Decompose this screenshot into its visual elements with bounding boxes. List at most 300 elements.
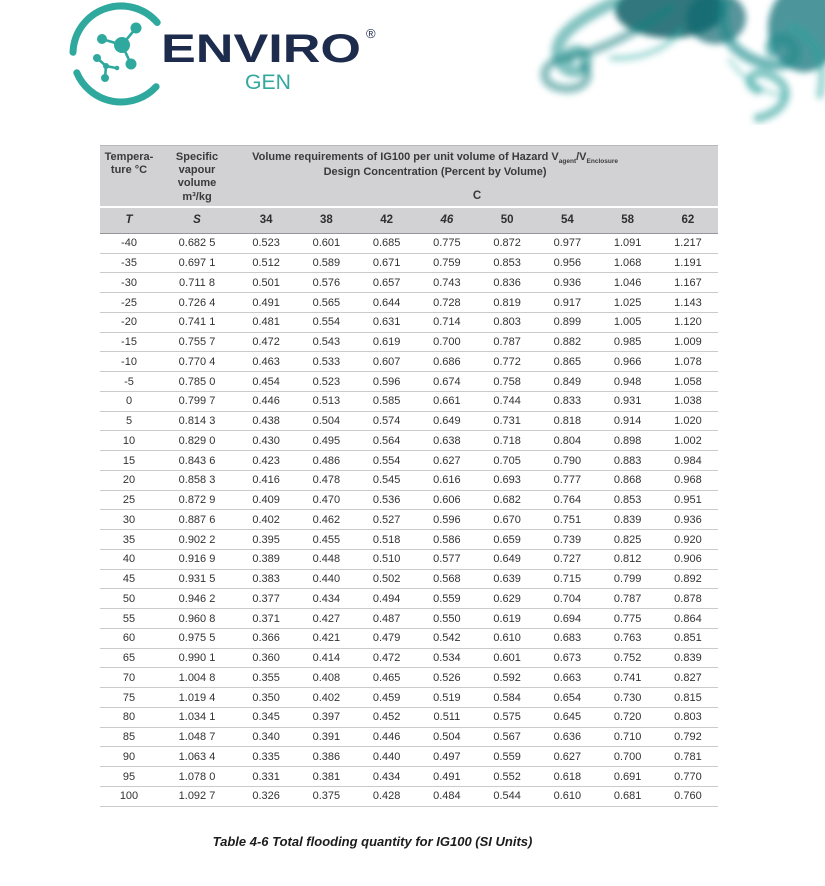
table-cell: 0.759 (417, 253, 477, 273)
table-row (100, 293, 718, 313)
table-cell: 0.377 (236, 589, 296, 609)
table-row (100, 490, 718, 510)
table-cell: 0.851 (658, 628, 718, 648)
column-key-58: 58 (598, 207, 658, 234)
table-cell: 0.720 (598, 707, 658, 727)
table-cell: 0.472 (357, 648, 417, 668)
table-cell: 0.391 (296, 727, 356, 747)
table-cell: 1.120 (658, 312, 718, 332)
table-cell: 0.775 (598, 609, 658, 629)
table-cell: 0.478 (296, 470, 356, 490)
table-cell: 0.454 (236, 372, 296, 392)
table-cell: 0.916 9 (158, 549, 236, 569)
table-cell: 0.812 (598, 549, 658, 569)
table-cell: 0.502 (357, 569, 417, 589)
table-cell: 0.533 (296, 352, 356, 372)
table-cell: 0.491 (236, 293, 296, 313)
table-cell: 0.559 (417, 589, 477, 609)
table-cell: 0.627 (537, 747, 597, 767)
table-cell: 20 (100, 470, 158, 490)
table-cell: 0.772 (477, 352, 537, 372)
table-cell: 0.693 (477, 470, 537, 490)
table-cell: 0.649 (417, 411, 477, 431)
table-cell: -15 (100, 332, 158, 352)
table-cell: 0.554 (357, 451, 417, 471)
table-cell: 0.350 (236, 688, 296, 708)
table-row (100, 312, 718, 332)
table-cell: 0.902 2 (158, 530, 236, 550)
table-cell: 0.536 (357, 490, 417, 510)
table-cell: 0.601 (477, 648, 537, 668)
table-row (100, 767, 718, 787)
s-header-line2: vapour (178, 164, 216, 177)
table-cell: 0.543 (296, 332, 356, 352)
table-cell: 0.872 (477, 233, 537, 253)
table-cell: 0.887 6 (158, 510, 236, 530)
table-cell: 75 (100, 688, 158, 708)
table-cell: 0.728 (417, 293, 477, 313)
table-cell: 0.868 (598, 470, 658, 490)
table-cell: 1.091 (598, 233, 658, 253)
table-cell: 0.552 (477, 767, 537, 787)
table-cell: 0.710 (598, 727, 658, 747)
table-cell: 0.585 (357, 391, 417, 411)
table-row (100, 569, 718, 589)
table-cell: 0.799 7 (158, 391, 236, 411)
table-row (100, 510, 718, 530)
table-cell: 0.355 (236, 668, 296, 688)
table-cell: 0.977 (537, 233, 597, 253)
table-cell: 0.865 (537, 352, 597, 372)
table-cell: 0.440 (296, 569, 356, 589)
table-cell: 0.818 (537, 411, 597, 431)
table-cell: 0.616 (417, 470, 477, 490)
table-cell: 0.829 0 (158, 431, 236, 451)
s-header-line4: m³/kg (182, 190, 212, 203)
table-cell: 0.423 (236, 451, 296, 471)
table-cell: 0.853 (477, 253, 537, 273)
table-cell: 0.523 (236, 233, 296, 253)
table-cell: 0.518 (357, 530, 417, 550)
table-cell: 0.681 (598, 786, 658, 806)
table-cell: 0.899 (537, 312, 597, 332)
table-cell: 0.462 (296, 510, 356, 530)
table-cell: 0.511 (417, 707, 477, 727)
table-cell: 0.427 (296, 609, 356, 629)
table-cell: 0.682 (477, 490, 537, 510)
column-key-42: 42 (357, 207, 417, 234)
table-cell: 0.438 (236, 411, 296, 431)
table-cell: 0.408 (296, 668, 356, 688)
table-cell: 0.683 (537, 628, 597, 648)
column-key-50: 50 (477, 207, 537, 234)
concentration-label: C (472, 190, 482, 203)
table-cell: 0.596 (357, 372, 417, 392)
molecule-circle-icon (73, 6, 157, 102)
table-cell: 0.990 1 (158, 648, 236, 668)
table-cell: 1.068 (598, 253, 658, 273)
table-cell: 35 (100, 530, 158, 550)
table-cell: 0.931 (598, 391, 658, 411)
table-cell: 5 (100, 411, 158, 431)
column-key-46: 46 (417, 207, 477, 234)
table-cell: 0.839 (598, 510, 658, 530)
table-cell: 0.527 (357, 510, 417, 530)
column-key-S: S (158, 207, 236, 234)
table-cell: 0.519 (417, 688, 477, 708)
table-cell: 0.545 (357, 470, 417, 490)
table-cell: 0.763 (598, 628, 658, 648)
table-cell: 0.645 (537, 707, 597, 727)
table-cell: 0.799 (598, 569, 658, 589)
main-header-line1: Volume requirements of IG100 per unit volume of Hazard $V_{agent}/V_{Enclosure}$ (252, 151, 618, 166)
table-cell: 0.340 (236, 727, 296, 747)
table-row (100, 549, 718, 569)
table-row (100, 332, 718, 352)
table-cell: 0.452 (357, 707, 417, 727)
table-cell: 1.025 (598, 293, 658, 313)
table-cell: 0.872 9 (158, 490, 236, 510)
table-cell: 0.843 6 (158, 451, 236, 471)
table-cell: 0.574 (357, 411, 417, 431)
table-cell: 0.383 (236, 569, 296, 589)
column-key-row (100, 207, 718, 234)
table-cell: 0.671 (357, 253, 417, 273)
table-cell: 0.491 (417, 767, 477, 787)
table-cell: 0.864 (658, 609, 718, 629)
table-cell: 0.550 (417, 609, 477, 629)
table-row (100, 391, 718, 411)
table-cell: 0.606 (417, 490, 477, 510)
table-cell: 0.751 (537, 510, 597, 530)
table-cell: 0.465 (357, 668, 417, 688)
table-cell: 0.700 (417, 332, 477, 352)
table-cell: 0.764 (537, 490, 597, 510)
table-cell: 0.397 (296, 707, 356, 727)
table-cell: 0.335 (236, 747, 296, 767)
table-cell: 0.948 (598, 372, 658, 392)
table-cell: 0.649 (477, 549, 537, 569)
table-cell: 0.610 (537, 786, 597, 806)
table-cell: 0.472 (236, 332, 296, 352)
table-cell: 0.576 (296, 273, 356, 293)
table-cell: 0.718 (477, 431, 537, 451)
table-cell: 0.730 (598, 688, 658, 708)
table-cell: 1.004 8 (158, 668, 236, 688)
table-cell: 0.389 (236, 549, 296, 569)
table-cell: 0.629 (477, 589, 537, 609)
brand-subname: GEN (245, 71, 291, 94)
table-cell: 0.481 (236, 312, 296, 332)
table-cell: 0.575 (477, 707, 537, 727)
table-row (100, 431, 718, 451)
temperature-header-line2: ture °C (110, 164, 148, 177)
table-cell: 0.639 (477, 569, 537, 589)
table-row (100, 470, 718, 490)
table-cell: 0.704 (537, 589, 597, 609)
table-row (100, 688, 718, 708)
table-cell: 0.592 (477, 668, 537, 688)
table-cell: 10 (100, 431, 158, 451)
table-cell: 0.395 (236, 530, 296, 550)
table-cell: 0.956 (537, 253, 597, 273)
table-cell: 0.402 (296, 688, 356, 708)
table-cell: 0.849 (537, 372, 597, 392)
table-cell: 0.430 (236, 431, 296, 451)
column-key-54: 54 (537, 207, 597, 234)
table-cell: -40 (100, 233, 158, 253)
table-cell: 0.414 (296, 648, 356, 668)
table-cell: 0.777 (537, 470, 597, 490)
table-cell: 30 (100, 510, 158, 530)
table-cell: 0.512 (236, 253, 296, 273)
table-cell: 0.523 (296, 372, 356, 392)
table-cell: 0.819 (477, 293, 537, 313)
table-cell: 0.787 (598, 589, 658, 609)
table-cell: 0.589 (296, 253, 356, 273)
table-cell: 0.657 (357, 273, 417, 293)
main-header-line2: Design Concentration (Percent by Volume) (323, 165, 547, 178)
table-cell: 0.596 (417, 510, 477, 530)
table-cell: 0.803 (658, 707, 718, 727)
table-cell: 0.577 (417, 549, 477, 569)
table-row (100, 747, 718, 767)
table-cell: 0.510 (357, 549, 417, 569)
table-cell: 0.619 (357, 332, 417, 352)
table-cell: 0.931 5 (158, 569, 236, 589)
table-row (100, 253, 718, 273)
table-row (100, 707, 718, 727)
table-cell: 0.836 (477, 273, 537, 293)
table-cell: 0.920 (658, 530, 718, 550)
volume-requirements-header (236, 146, 718, 207)
table-cell: 0.785 0 (158, 372, 236, 392)
table-cell: 0.326 (236, 786, 296, 806)
table-cell: 95 (100, 767, 158, 787)
table-cell: 0.371 (236, 609, 296, 629)
table-cell: 0.501 (236, 273, 296, 293)
table-cell: 0.839 (658, 648, 718, 668)
table-cell: 1.191 (658, 253, 718, 273)
table-cell: 0.544 (477, 786, 537, 806)
table-cell: 0.770 4 (158, 352, 236, 372)
table-cell: -10 (100, 352, 158, 372)
table-cell: 15 (100, 451, 158, 471)
table-cell: 0.727 (537, 549, 597, 569)
table-cell: 25 (100, 490, 158, 510)
table-cell: 0.542 (417, 628, 477, 648)
table-row (100, 372, 718, 392)
table-cell: 1.002 (658, 431, 718, 451)
table-cell: 0.975 5 (158, 628, 236, 648)
table-cell: 0.670 (477, 510, 537, 530)
table-row (100, 233, 718, 253)
table-cell: 0.381 (296, 767, 356, 787)
table-cell: 0.814 3 (158, 411, 236, 431)
table-cell: 0.659 (477, 530, 537, 550)
table-cell: 1.038 (658, 391, 718, 411)
table-row (100, 786, 718, 806)
temperature-header-line1: Tempera- (104, 151, 154, 163)
table-cell: 0.618 (537, 767, 597, 787)
table-cell: 0.951 (658, 490, 718, 510)
table-cell: 0.741 1 (158, 312, 236, 332)
table-cell: 100 (100, 786, 158, 806)
table-cell: 0.697 1 (158, 253, 236, 273)
table-cell: 90 (100, 747, 158, 767)
table-cell: 0.564 (357, 431, 417, 451)
table-cell: 55 (100, 609, 158, 629)
registered-mark-icon: ® (366, 26, 376, 41)
table-cell: 0.446 (357, 727, 417, 747)
table-row (100, 273, 718, 293)
table-cell: 0.700 (598, 747, 658, 767)
table-cell: 0.682 5 (158, 233, 236, 253)
table-cell: 0.366 (236, 628, 296, 648)
table-cell: 0.448 (296, 549, 356, 569)
table-cell: 0.487 (357, 609, 417, 629)
table-cell: 0.644 (357, 293, 417, 313)
table-cell: 0.554 (296, 312, 356, 332)
table-cell: 0.883 (598, 451, 658, 471)
table-row (100, 668, 718, 688)
table-cell: 1.046 (598, 273, 658, 293)
table-cell: 0.781 (658, 747, 718, 767)
s-header-line1: Specific (175, 151, 219, 163)
table-cell: 0.661 (417, 391, 477, 411)
table-cell: 65 (100, 648, 158, 668)
table-cell: 0.936 (658, 510, 718, 530)
flooding-quantity-table (100, 145, 718, 807)
table-cell: 0.459 (357, 688, 417, 708)
table-row (100, 451, 718, 471)
s-header-line3: volume (177, 177, 217, 190)
table-cell: 0.416 (236, 470, 296, 490)
table-cell: 0.858 3 (158, 470, 236, 490)
table-cell: 1.143 (658, 293, 718, 313)
table-row (100, 352, 718, 372)
table-cell: 40 (100, 549, 158, 569)
temperature-column-header (100, 146, 158, 207)
table-cell: 0.685 (357, 233, 417, 253)
table-cell: 85 (100, 727, 158, 747)
table-cell: 0.463 (236, 352, 296, 372)
table-cell: 0.917 (537, 293, 597, 313)
brand-name: ENVIRO (161, 27, 361, 71)
table-cell: 1.058 (658, 372, 718, 392)
table-row (100, 609, 718, 629)
column-key-38: 38 (296, 207, 356, 234)
table-cell: 0.960 8 (158, 609, 236, 629)
table-cell: 0.470 (296, 490, 356, 510)
table-cell: 0.770 (658, 767, 718, 787)
table-cell: 0.792 (658, 727, 718, 747)
table-cell: 0.627 (417, 451, 477, 471)
table-cell: 0.495 (296, 431, 356, 451)
table-cell: -35 (100, 253, 158, 273)
table-cell: 0.914 (598, 411, 658, 431)
table-cell: 0.446 (236, 391, 296, 411)
table-cell: 0.752 (598, 648, 658, 668)
table-cell: 1.092 7 (158, 786, 236, 806)
table-cell: 0.663 (537, 668, 597, 688)
table-cell: 1.019 4 (158, 688, 236, 708)
table-cell: 0.731 (477, 411, 537, 431)
table-cell: 1.009 (658, 332, 718, 352)
table-cell: 0.936 (537, 273, 597, 293)
table-cell: 0.654 (537, 688, 597, 708)
table-cell: 1.048 7 (158, 727, 236, 747)
table-cell: 0.559 (477, 747, 537, 767)
table-cell: 0.601 (296, 233, 356, 253)
table-cell: 0.497 (417, 747, 477, 767)
table-cell: 0.375 (296, 786, 356, 806)
table-cell: 0.567 (477, 727, 537, 747)
table-cell: 0.504 (417, 727, 477, 747)
table-cell: 0.715 (537, 569, 597, 589)
table-cell: 0.674 (417, 372, 477, 392)
table-cell: 0.966 (598, 352, 658, 372)
table-caption: Table 4-6 Total flooding quantity for IG100 (SI Units) (212, 834, 533, 849)
envirogen-logo (65, 2, 385, 107)
table-cell: 0.726 4 (158, 293, 236, 313)
table-cell: 0.331 (236, 767, 296, 787)
table-cell: 0.833 (537, 391, 597, 411)
table-cell: 1.078 0 (158, 767, 236, 787)
table-row (100, 530, 718, 550)
column-key-T: T (100, 207, 158, 234)
table-cell: 0.892 (658, 569, 718, 589)
table-cell: 60 (100, 628, 158, 648)
table-cell: 0.434 (357, 767, 417, 787)
table-cell: 0.584 (477, 688, 537, 708)
table-cell: 0.906 (658, 549, 718, 569)
table-cell: 0.686 (417, 352, 477, 372)
table-cell: 0.455 (296, 530, 356, 550)
table-cell: 0.787 (477, 332, 537, 352)
table-cell: 0.882 (537, 332, 597, 352)
table-cell: 0.513 (296, 391, 356, 411)
table-cell: 0.345 (236, 707, 296, 727)
table-row (100, 628, 718, 648)
table-cell: 0 (100, 391, 158, 411)
table-cell: 0.494 (357, 589, 417, 609)
table-cell: -30 (100, 273, 158, 293)
table-cell: 0.386 (296, 747, 356, 767)
table-cell: 0.898 (598, 431, 658, 451)
table-cell: 0.534 (417, 648, 477, 668)
table-cell: 0.827 (658, 668, 718, 688)
table-cell: 50 (100, 589, 158, 609)
table-cell: 0.744 (477, 391, 537, 411)
table-cell: 0.804 (537, 431, 597, 451)
table-cell: 0.409 (236, 490, 296, 510)
table-cell: 0.610 (477, 628, 537, 648)
table-cell: 1.005 (598, 312, 658, 332)
table-cell: 1.034 1 (158, 707, 236, 727)
table-cell: -25 (100, 293, 158, 313)
table-cell: 1.167 (658, 273, 718, 293)
table-cell: 1.063 4 (158, 747, 236, 767)
table-cell: -20 (100, 312, 158, 332)
table-cell: 0.739 (537, 530, 597, 550)
table-cell: 0.705 (477, 451, 537, 471)
table-cell: 0.421 (296, 628, 356, 648)
table-cell: 0.946 2 (158, 589, 236, 609)
table-row (100, 648, 718, 668)
table-cell: 0.434 (296, 589, 356, 609)
table-cell: 0.636 (537, 727, 597, 747)
